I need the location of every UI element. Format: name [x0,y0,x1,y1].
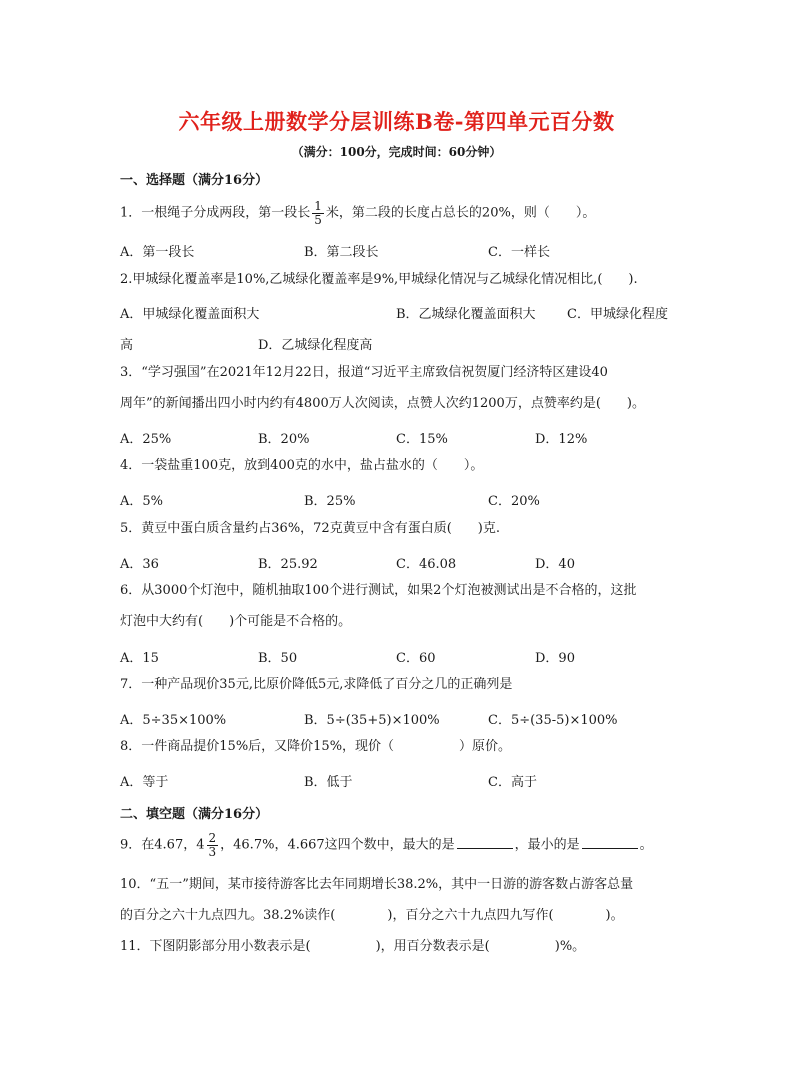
question-6-line-2: 灯泡中大约有( )个可能是不合格的。 [120,614,352,629]
fraction-numerator: 2 [208,831,217,845]
option-c: C．甲城绿化程度 [567,307,668,322]
option-b: B．乙城绿化覆盖面积大 [396,307,536,322]
question-text: 。 [639,837,653,853]
question-3-line-1: 3．“学习强国”在2021年12月22日，报道“习近平主席致信祝贺厦门经济特区建设40 [120,365,608,380]
option-c: C．60 [396,651,436,666]
fraction-denominator: 3 [208,844,217,859]
question-text: 1．一根绳子分成两段，第一段长 [120,205,311,221]
question-8: 8．一件商品提价15%后，又降价15%，现价（ ）原价。 [120,739,512,754]
option-c: C．5÷(35-5)×100% [488,713,618,728]
question-4: 4．一袋盐重100克，放到400克的水中，盐占盐水的（ ）。 [120,458,484,473]
option-b: B．5÷(35+5)×100% [304,713,440,728]
fraction-denominator: 5 [314,212,322,227]
fraction [312,200,324,226]
question-9 [120,832,653,858]
option-d: D．90 [535,651,575,666]
fraction-numerator: 1 [314,199,322,213]
question-5: 5．黄豆中蛋白质含量约占36%，72克黄豆中含有蛋白质( )克. [120,521,500,536]
answer-blank[interactable] [582,838,638,849]
question-11: 11．下图阴影部分用小数表示是( )，用百分数表示是( )%。 [120,939,586,954]
option-c: C．46.08 [396,557,457,572]
question-10-line-2: 的百分之六十九点四九。38.2%读作( )，百分之六十九点四九写作( )。 [120,908,624,923]
option-b: B．50 [258,651,298,666]
question-2: 2.甲城绿化覆盖率是10%,乙城绿化覆盖率是9%,甲城绿化情况与乙城绿化情况相比,( ). [120,272,638,287]
fraction [207,832,219,858]
option-b: B．25% [304,494,356,509]
question-text: ，最小的是 [514,837,580,853]
section-heading-choice: 一、选择题（满分16分） [120,173,269,188]
option-a: A．5% [120,494,164,509]
option-d: D．12% [535,432,588,447]
mixed-number-whole: 4 [196,837,205,853]
page-subtitle: （满分：100分，完成时间：60分钟） [291,145,502,159]
option-b: B．25.92 [258,557,318,572]
option-a: A．36 [120,557,159,572]
section-heading-fill: 二、填空题（满分16分） [120,807,269,822]
option-b: B．低于 [304,775,353,790]
question-1 [120,200,595,226]
option-a: A．甲城绿化覆盖面积大 [120,307,260,322]
option-a: A．25% [120,432,172,447]
option-b: B．20% [258,432,310,447]
question-text: 9．在4.67， [120,837,197,853]
option-a: A．等于 [120,775,169,790]
question-text: 米，第二段的长度占总长的20%，则（ ）。 [325,205,596,221]
option-d: D．乙城绿化程度高 [258,338,373,353]
question-6-line-1: 6．从3000个灯泡中，随机抽取100个进行测试，如果2个灯泡被测试出是不合格的，这批 [120,583,637,598]
answer-blank[interactable] [457,838,513,849]
question-3-line-2: 周年”的新闻播出四小时内约有4800万人次阅读，点赞人次约1200万，点赞率约是( )。 [120,396,645,411]
option-c: C．一样长 [488,245,550,260]
option-c: C．15% [396,432,448,447]
question-text: ，46.7%，4.667这四个数中，最大的是 [220,837,455,853]
question-7: 7．一种产品现价35元,比原价降低5元,求降低了百分之几的正确列是 [120,677,513,692]
option-a: A．5÷35×100% [120,713,227,728]
option-c-continued: 高 [120,338,134,353]
option-d: D．40 [535,557,575,572]
option-a: A．15 [120,651,159,666]
option-c: C．高于 [488,775,537,790]
option-b: B．第二段长 [304,245,379,260]
option-c: C．20% [488,494,540,509]
question-10-line-1: 10．“五一”期间，某市接待游客比去年同期增长38.2%，其中一日游的游客数占游客总量 [120,877,634,892]
option-a: A．第一段长 [120,245,195,260]
page-title: 六年级上册数学分层训练B卷-第四单元百分数 [178,109,615,134]
